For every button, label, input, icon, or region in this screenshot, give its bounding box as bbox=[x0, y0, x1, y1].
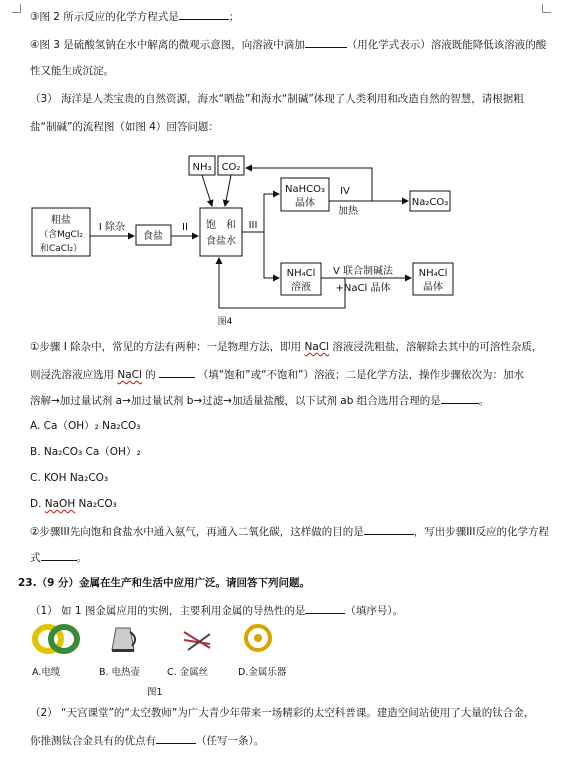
line-5: 盐“制碱”的流程图（如图 4）回答问题： bbox=[30, 121, 219, 133]
arrow-nh3 bbox=[202, 175, 212, 206]
label-nahco3: NaHCO₃ bbox=[285, 184, 325, 195]
answer-blank[interactable] bbox=[305, 36, 347, 48]
label-crude-mg: （含MgCl₂ bbox=[39, 230, 83, 240]
text: ③图 2 所示反应的化学方程式是 bbox=[30, 11, 179, 23]
fig1-caption: 图1 bbox=[147, 687, 163, 698]
para-1 bbox=[30, 340, 549, 354]
option-a[interactable]: A. Ca（OH）₂ Na₂CO₃ bbox=[30, 420, 141, 432]
fig1-label-c: C. 金属丝 bbox=[167, 667, 209, 678]
fig1-label-a: A.电缆 bbox=[32, 667, 61, 678]
para-3 bbox=[30, 392, 549, 408]
question-23-2: （2） “天宫课堂”的“太空教师”为广大青少年带来一场精彩的太空科普课。建造空间站使用了大量的钛合金， bbox=[30, 707, 535, 719]
option-d[interactable] bbox=[30, 497, 117, 511]
text: ②步骤III先向饱和食盐水中通入氨气，再通入二氧化碳，这样做的目的是 bbox=[30, 526, 364, 538]
answer-blank[interactable] bbox=[364, 523, 414, 535]
label-nh4cl-2-crystal: 晶体 bbox=[423, 282, 443, 293]
line-3: 性又能生成沉淀。 bbox=[30, 65, 114, 77]
text: 式 bbox=[30, 552, 41, 564]
question-23-2-cont bbox=[30, 732, 549, 748]
label-nh4cl-solution: 溶液 bbox=[291, 282, 311, 293]
label-crude-ca: 和CaCl₂） bbox=[39, 244, 83, 254]
label-saturated: 饱 和 bbox=[206, 220, 236, 231]
text: NaCl bbox=[117, 369, 142, 381]
flow-diagram-fig4 bbox=[0, 148, 563, 338]
text: （用化学式表示）溶液既能降低该溶液的酸 bbox=[346, 39, 547, 51]
fig1-label-b: B. 电热壶 bbox=[99, 667, 141, 678]
arrow-step3-down bbox=[264, 232, 279, 278]
text: 的 bbox=[141, 369, 156, 381]
arrow-step3-up bbox=[264, 194, 279, 232]
answer-blank[interactable] bbox=[179, 8, 229, 20]
text: ①步骤 I 除杂中，常见的方法有两种：一是物理方法，即用 bbox=[30, 341, 305, 353]
text: 溶解→加过量试剂 a→加过量试剂 b→过滤→加适量盐酸，以下试剂 ab 组合选用合理的是 bbox=[30, 395, 441, 407]
label-step1: I 除杂 bbox=[98, 222, 126, 233]
line-1 bbox=[30, 8, 549, 24]
text: ； bbox=[228, 11, 240, 23]
label-nh4cl-2: NH₄Cl bbox=[418, 268, 448, 279]
answer-blank[interactable] bbox=[305, 602, 345, 614]
text: NaOH bbox=[44, 498, 76, 510]
question-23: 23.（9 分）金属在生产和生活中应用广泛。请回答下列问题。 bbox=[18, 577, 311, 589]
option-c[interactable]: C. KOH Na₂CO₃ bbox=[30, 472, 109, 484]
label-step3: III bbox=[248, 220, 258, 231]
line-2 bbox=[30, 36, 549, 52]
metal-wire-image bbox=[180, 626, 216, 654]
answer-blank[interactable] bbox=[159, 366, 195, 378]
text: NaCl bbox=[304, 341, 330, 353]
label-nh4cl: NH₄Cl bbox=[286, 268, 316, 279]
answer-blank[interactable] bbox=[441, 392, 479, 404]
text: D. bbox=[30, 498, 45, 510]
option-b[interactable]: B. Na₂CO₃ Ca（OH）₂ bbox=[30, 446, 141, 458]
question-23-1 bbox=[30, 602, 549, 618]
label-step4: IV bbox=[340, 186, 350, 197]
answer-blank[interactable] bbox=[156, 732, 196, 744]
label-na2co3: Na₂CO₃ bbox=[411, 197, 449, 208]
question-2-cont bbox=[30, 549, 549, 565]
fig1-label-d: D.金属乐器 bbox=[238, 667, 287, 678]
text: （填“饱和”或“不饱和”）溶液；二是化学方法，操作步骤依次为：加水 bbox=[197, 369, 524, 381]
label-heat: 加热 bbox=[338, 206, 358, 217]
text: ④图 3 是硫酸氢钠在水中解离的微观示意图，向溶液中滴加 bbox=[30, 39, 305, 51]
label-nh3: NH₃ bbox=[192, 162, 212, 173]
cable-image bbox=[32, 624, 80, 654]
corner-mark-tl bbox=[12, 4, 21, 13]
question-2 bbox=[30, 523, 549, 539]
text: 溶液浸洗粗盐，溶解除去其中的可溶性杂质， bbox=[329, 341, 543, 353]
label-salt: 食盐 bbox=[143, 231, 163, 242]
text: ，写出步骤III反应的化学方程 bbox=[413, 526, 549, 538]
answer-blank[interactable] bbox=[41, 549, 77, 561]
text: 。 bbox=[76, 552, 87, 564]
text: （填序号）。 bbox=[345, 605, 404, 617]
label-nacl-crystal: +NaCl 晶体 bbox=[335, 283, 391, 294]
text: Na₂CO₃ bbox=[75, 498, 117, 510]
figure-caption: 图4 bbox=[217, 317, 233, 327]
text: （任写一条）。 bbox=[196, 735, 265, 747]
arrow-co2 bbox=[225, 175, 231, 206]
label-nahco3-crystal: 晶体 bbox=[295, 198, 315, 209]
electric-kettle-image bbox=[108, 622, 140, 654]
label-step2: II bbox=[182, 222, 188, 233]
text: 你推测钛合金具有的优点有 bbox=[30, 735, 156, 747]
para-2 bbox=[30, 366, 549, 382]
brass-instrument-image bbox=[240, 620, 276, 656]
text: （1） 如 1 图金属应用的实例，主要利用金属的导热性的是 bbox=[30, 605, 306, 617]
line-4: （3） 海洋是人类宝贵的自然资源，海水“晒盐”和海水“制碱”体现了人类利用和改造自然的智慧，请根据粗 bbox=[30, 93, 524, 105]
label-co2: CO₂ bbox=[221, 162, 241, 173]
box-saturated-brine bbox=[200, 208, 242, 256]
label-step5: V 联合制碱法 bbox=[332, 266, 394, 277]
label-brine: 食盐水 bbox=[206, 236, 236, 247]
text: 则浸洗溶液应选用 bbox=[30, 369, 118, 381]
label-crude-salt: 粗盐 bbox=[51, 215, 71, 226]
text: 。 bbox=[478, 395, 490, 407]
